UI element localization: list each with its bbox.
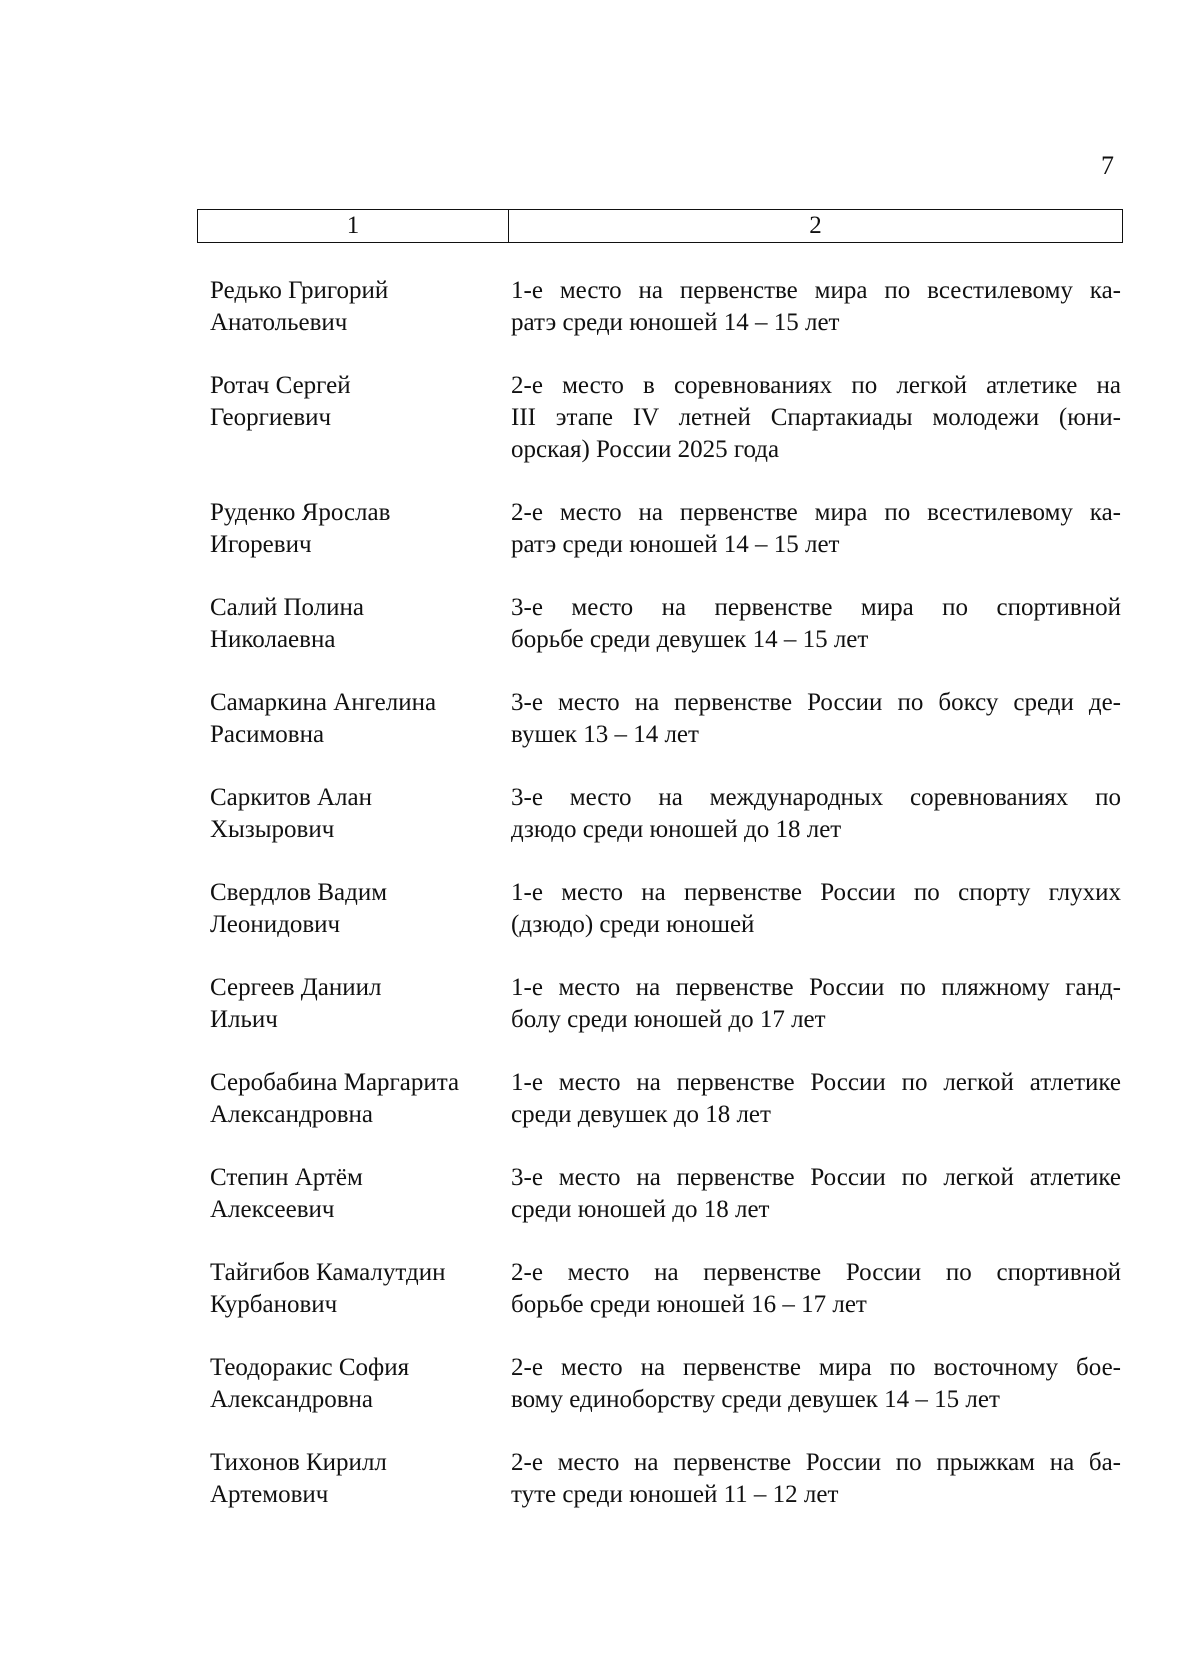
table-row <box>210 1352 1130 1416</box>
achievement-description <box>511 497 1121 561</box>
description-line: ратэ среди юношей 14 – 15 лет <box>511 531 840 558</box>
description-line: дзюдо среди юношей до 18 лет <box>511 816 842 843</box>
description-line: борьбе среди девушек 14 – 15 лет <box>511 626 869 653</box>
table-row <box>210 1067 1130 1131</box>
description-line: 2-е место на первенстве России по спортивной <box>511 1259 1121 1286</box>
table-row <box>210 1257 1130 1321</box>
table-header <box>197 209 1123 243</box>
table-row <box>210 877 1130 941</box>
description-line: 2-е место в соревнованиях по легкой атлетике на <box>511 372 1121 399</box>
achievement-description <box>511 687 1121 751</box>
achievement-description <box>511 1067 1121 1131</box>
person-name: Руденко Ярослав Игоревич <box>210 499 391 558</box>
achievement-description <box>511 275 1121 339</box>
achievement-description <box>511 782 1121 846</box>
achievement-description <box>511 1162 1121 1226</box>
description-line: туте среди юношей 11 – 12 лет <box>511 1481 839 1508</box>
table-row <box>210 370 1130 466</box>
person-name: Тайгибов Камалутдин Курбанович <box>210 1259 446 1318</box>
person-name: Степин Артём Алексеевич <box>210 1164 363 1223</box>
description-line: 1-е место на первенстве мира по всестилевому ка- <box>511 277 1121 304</box>
description-line: борьбе среди юношей 16 – 17 лет <box>511 1291 867 1318</box>
person-name: Серобабина Маргарита Александровна <box>210 1069 460 1128</box>
description-line: 1-е место на первенстве России по легкой атлетике <box>511 1069 1121 1096</box>
person-name: Самаркина Ангелина Расимовна <box>210 689 437 748</box>
description-line: 2-е место на первенстве мира по восточному бое- <box>511 1354 1121 1381</box>
table-row <box>210 497 1130 561</box>
page-number: 7 <box>1101 151 1114 180</box>
column-header-2: 2 <box>809 212 822 239</box>
person-name: Редько Григорий Анатольевич <box>210 277 389 336</box>
column-header-1: 1 <box>198 210 509 242</box>
description-line: 1-е место на первенстве России по пляжному ганд- <box>511 974 1121 1001</box>
description-line: ратэ среди юношей 14 – 15 лет <box>511 309 840 336</box>
table-row <box>210 592 1130 656</box>
person-name: Саркитов Алан Хызырович <box>210 784 372 843</box>
description-line: болу среди юношей до 17 лет <box>511 1006 826 1033</box>
description-line: вому единоборству среди девушек 14 – 15 лет <box>511 1386 1000 1413</box>
description-line: вушек 13 – 14 лет <box>511 721 699 748</box>
achievement-description <box>511 592 1121 656</box>
description-line: 3-е место на первенстве России по боксу среди де- <box>511 689 1121 716</box>
awards-list <box>210 275 1130 1542</box>
description-line: (дзюдо) среди юношей <box>511 911 755 938</box>
person-name: Свердлов Вадим Леонидович <box>210 879 388 938</box>
description-line: 3-е место на первенстве России по легкой атлетике <box>511 1164 1121 1191</box>
description-line: 3-е место на первенстве мира по спортивной <box>511 594 1121 621</box>
table-row <box>210 687 1130 751</box>
achievement-description <box>511 1447 1121 1511</box>
achievement-description <box>511 972 1121 1036</box>
table-row <box>210 1447 1130 1511</box>
table-row <box>210 782 1130 846</box>
description-line: среди девушек до 18 лет <box>511 1101 771 1128</box>
description-line: 1-е место на первенстве России по спорту глухих <box>511 879 1121 906</box>
description-line: III этапе IV летней Спартакиады молодежи (юни- <box>511 404 1121 431</box>
person-name: Ротач Сергей Георгиевич <box>210 372 351 431</box>
achievement-description <box>511 1257 1121 1321</box>
achievement-description <box>511 877 1121 941</box>
achievement-description <box>511 1352 1121 1416</box>
description-line: 3-е место на международных соревнованиях по <box>511 784 1121 811</box>
description-line: среди юношей до 18 лет <box>511 1196 770 1223</box>
description-line: 2-е место на первенстве России по прыжкам на ба- <box>511 1449 1121 1476</box>
description-line: орская) России 2025 года <box>511 436 780 463</box>
table-row <box>210 972 1130 1036</box>
person-name: Теодоракис София Александровна <box>210 1354 410 1413</box>
table-row <box>210 275 1130 339</box>
person-name: Салий Полина Николаевна <box>210 594 365 653</box>
achievement-description <box>511 370 1121 466</box>
description-line: 2-е место на первенстве мира по всестилевому ка- <box>511 499 1121 526</box>
person-name: Сергеев Даниил Ильич <box>210 974 382 1033</box>
person-name: Тихонов Кирилл Артемович <box>210 1449 387 1508</box>
table-row <box>210 1162 1130 1226</box>
